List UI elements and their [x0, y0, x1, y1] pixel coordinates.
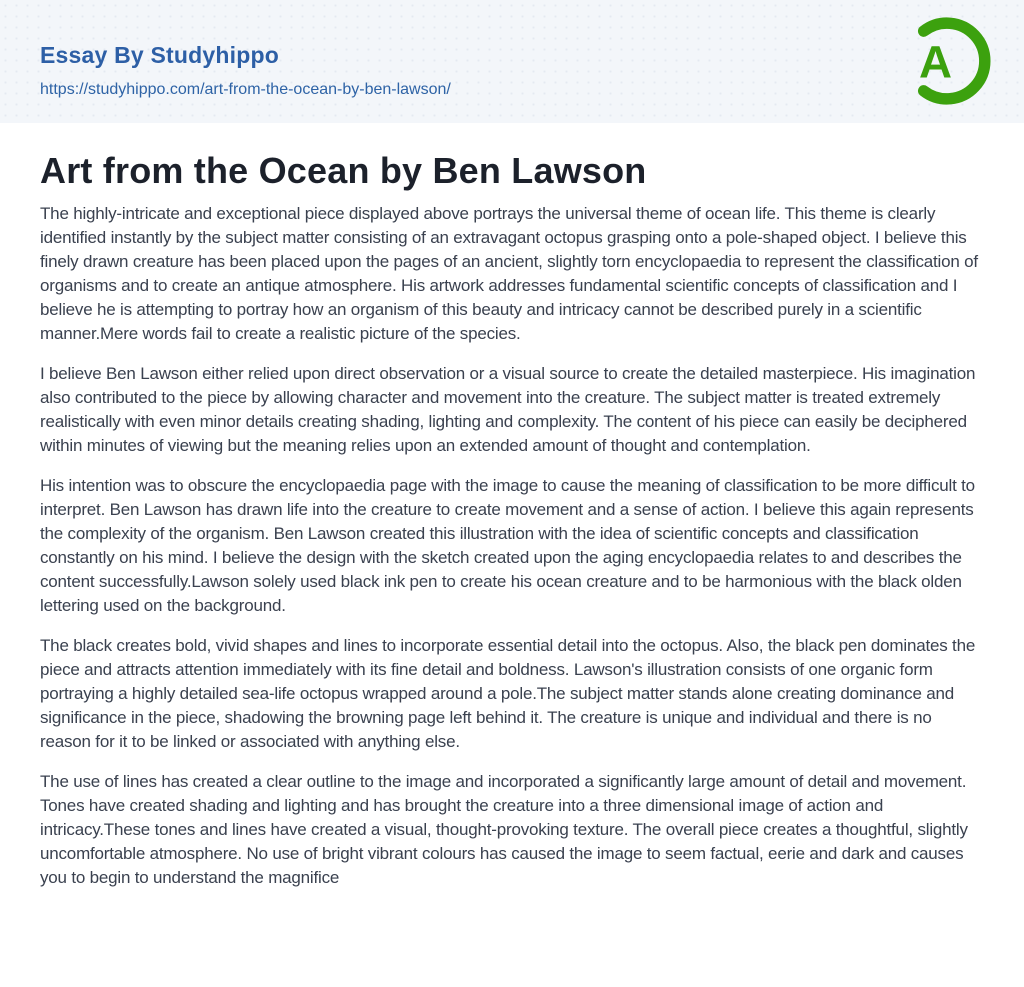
studyhippo-logo-icon [903, 17, 991, 105]
article-paragraph-1: The highly-intricate and exceptional piece displayed above portrays the universal theme of ocean life. This theme is clearly identified instantly by the subject matter consisting of an extravagant octopus grasping onto a pole-shaped object. I believe this finely drawn creature has been placed upon the pages of an ancient, slightly torn encyclopaedia to represent the classification of organisms and to create an antique atmosphere. His artwork addresses fundamental scientific concepts of classification and I believe he is attempting to portray how an organism of this beauty and intricacy cannot be described purely in a scientific manner.Mere words fail to create a realistic picture of the species. [40, 204, 978, 343]
header-text-block [40, 0, 984, 99]
article-body [0, 150, 1024, 890]
article-paragraph-4: The black creates bold, vivid shapes and lines to incorporate essential detail into the octopus. Also, the black pen dominates the piece and attracts attention immediately with its fine detail and boldness. Lawson's illustration consists of one organic form portraying a highly detailed sea-life octopus wrapped around a pole.The subject matter stands alone creating dominance and significance in the piece, shadowing the browning page left behind it. The creature is unique and individual and there is no reason for it to be linked or associated with anything else. [40, 636, 976, 751]
page-header [0, 0, 1024, 123]
article-paragraph-2: I believe Ben Lawson either relied upon direct observation or a visual source to create the detailed masterpiece. His imagination also contributed to the piece by allowing character and movement into the creature. The subject matter is treated extremely realistically with even minor details creating shading, lighting and complexity. The content of his piece can easily be deciphered within minutes of viewing but the meaning relies upon an extended amount of thought and contemplation. [40, 364, 976, 455]
logo-letter: A [919, 36, 953, 88]
page-url-link[interactable]: https://studyhippo.com/art-from-the-ocean-by-ben-lawson/ [40, 81, 451, 98]
article-paragraph-3: His intention was to obscure the encyclopaedia page with the image to cause the meaning of classification to be more difficult to interpret. Ben Lawson has drawn life into the creature to create movement and a sense of action. I believe this again represents the complexity of the organism. Ben Lawson created this illustration with the idea of scientific concepts and classification constantly on his mind. I believe the design with the sketch created upon the aging encyclopaedia relates to and describes the content successfully.Lawson solely used black ink pen to create his ocean creature and to be harmonious with the black olden lettering used on the background. [40, 476, 975, 615]
article-title: Art from the Ocean by Ben Lawson [40, 150, 647, 191]
site-title: Essay By Studyhippo [40, 42, 279, 68]
article-paragraph-5: The use of lines has created a clear outline to the image and incorporated a significantly large amount of detail and movement. Tones have created shading and lighting and has brought the creature into a three dimensional image of action and intricacy.These tones and lines have created a visual, thought-provoking texture. The overall piece creates a thoughtful, slightly uncomfortable atmosphere. No use of bright vibrant colours has caused the image to seem factual, eerie and dark and causes you to begin to understand the magnifice [40, 772, 968, 887]
